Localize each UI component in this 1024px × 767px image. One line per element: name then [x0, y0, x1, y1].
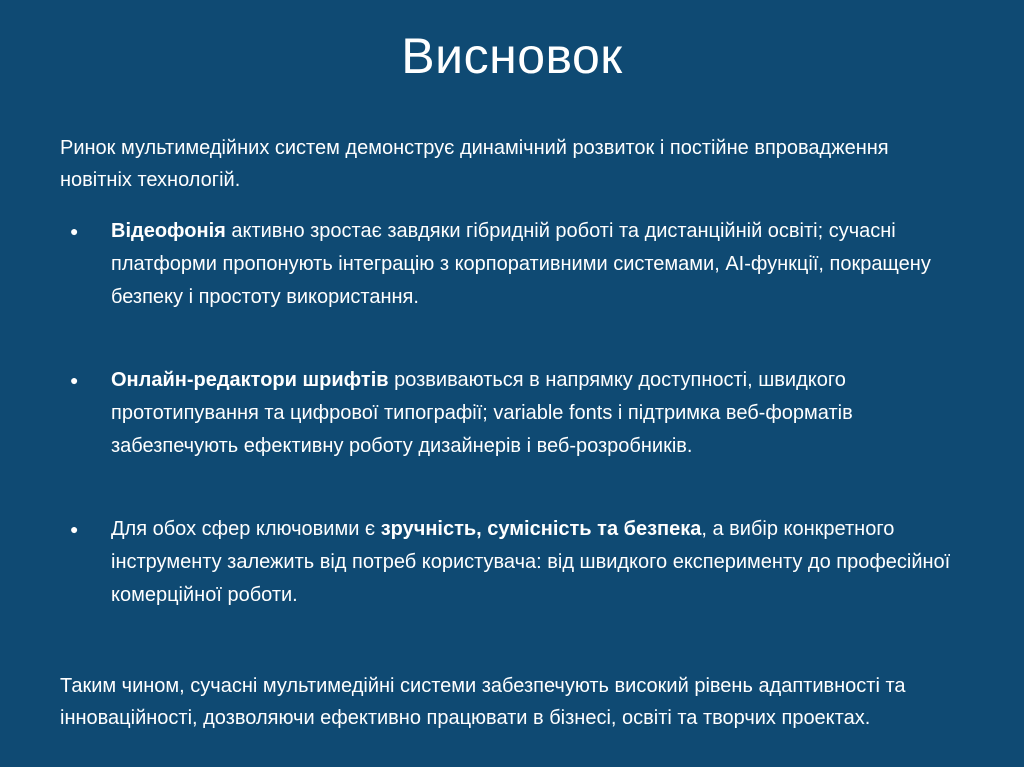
conclusion-paragraph: Таким чином, сучасні мультимедійні системи забезпечують високий рівень адаптивності та інноваційності, дозволяючи ефективно працювати в бізнесі, освіті та творчих проектах.: [60, 675, 906, 729]
bullet-lead: Для обох сфер ключовими є: [111, 518, 381, 540]
bullet-text: , а вибір конкретного інструменту залежить від потреб користувача: від швидкого експерименту до професійної комерційної роботи.: [111, 518, 951, 606]
bullet-item-both-fields: [70, 513, 970, 612]
bullet-text: активно зростає завдяки гібридній роботі та дистанційній освіті; сучасні платформи пропонують інтеграцію з корпоративними системами, AI-функції, покращену безпеку і простоту використання.: [111, 220, 931, 308]
bullet-bold: Онлайн-редактори шрифтів: [111, 369, 389, 391]
intro-paragraph: Ринок мультимедійних систем демонструє динамічний розвиток і постійне впровадження новітніх технологій.: [60, 137, 889, 191]
bullet-bold: зручність, сумісність та безпека: [380, 518, 702, 540]
bullet-dot-icon: ●: [70, 223, 79, 239]
bullet-item-font-editors: [70, 364, 970, 463]
bullet-item-videophony: [70, 215, 970, 314]
bullet-list: [70, 215, 970, 612]
bullet-dot-icon: ●: [70, 372, 79, 388]
slide-title: Висновок: [401, 28, 623, 84]
bullet-bold: Відеофонія: [111, 220, 226, 242]
bullet-dot-icon: ●: [70, 521, 79, 537]
bullet-text: розвиваються в напрямку доступності, швидкого прототипування та цифрової типографії; variable fonts і підтримка веб-форматів забезпечують ефективну роботу дизайнерів і веб-розробників.: [111, 369, 853, 457]
